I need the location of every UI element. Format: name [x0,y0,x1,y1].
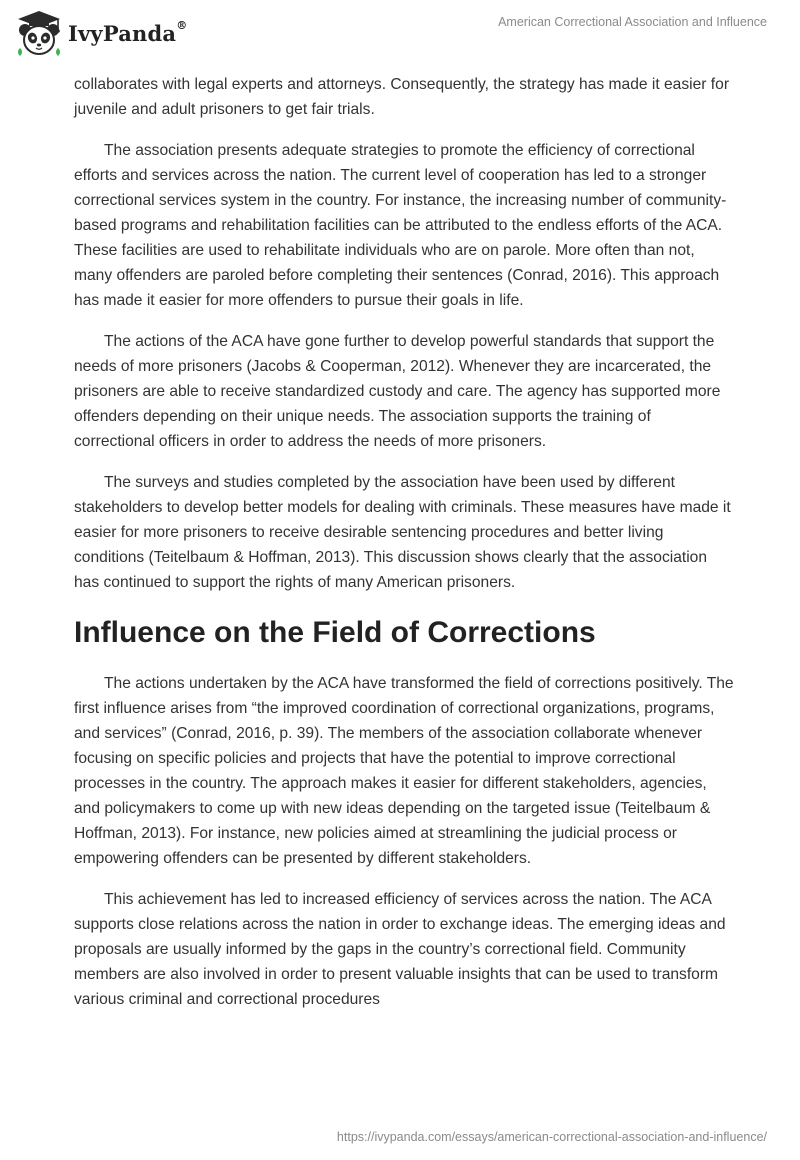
document-title: American Correctional Association and Influence [498,15,767,29]
paragraph: The actions undertaken by the ACA have transformed the field of corrections positively. The first influence arises from “the improved coordination of correctional organizations, programs, and services” (Conrad, 2016, p. 39). The members of the association collaborate whenever focusing on specific policies and projects that have the potential to improve correctional processes in the country. The approach makes it easier for different stakeholders, agencies, and policymakers to come up with new ideas depending on the targeted issue (Teitelbaum & Hoffman, 2013). For instance, new policies aimed at streamlining the judicial process or empowering offenders can be presented by different stakeholders. [74,675,734,867]
source-url[interactable]: https://ivypanda.com/essays/american-correctional-association-and-influence/ [336,1130,767,1144]
page-header [0,0,800,70]
panda-graduate-icon [14,8,64,58]
article-body [74,72,734,1028]
ivypanda-logo[interactable] [14,8,187,58]
paragraph: The association presents adequate strategies to promote the efficiency of correctional efforts and services across the nation. The current level of cooperation has led to a stronger correctional services system in the country. For instance, the increasing number of community-based programs and rehabilitation facilities can be attributed to the endless efforts of the ACA. These facilities are used to rehabilitate individuals who are on parole. More often than not, many offenders are paroled before completing their sentences (Conrad, 2016). This approach has made it easier for more offenders to pursue their goals in life. [74,142,727,309]
paragraph: The actions of the ACA have gone further to develop powerful standards that support the needs of more prisoners (Jacobs & Cooperman, 2012). Whenever they are incarcerated, the prisoners are able to receive standardized custody and care. The agency has supported more offenders depending on their unique needs. The association supports the training of correctional officers in order to address the needs of more prisoners. [74,333,721,450]
paragraph-continuation: collaborates with legal experts and attorneys. Consequently, the strategy has made it easier for juvenile and adult prisoners to get fair trials. [74,76,730,118]
brand-name: IvyPanda® [68,18,188,46]
registered-mark: ® [176,18,188,32]
paragraph: This achievement has led to increased efficiency of services across the nation. The ACA supports close relations across the nation in order to exchange ideas. The emerging ideas and proposals are usually informed by the gaps in the country’s correctional field. Community members are also involved in order to present valuable insights that can be used to transform various criminal and correctional procedures [74,891,726,1008]
section-heading: Influence on the Field of Corrections [74,616,596,649]
paragraph: The surveys and studies completed by the association have been used by different stakeholders to develop better models for dealing with criminals. These measures have made it easier for more prisoners to receive desirable sentencing procedures and better living conditions (Teitelbaum & Hoffman, 2013). This discussion shows clearly that the association has continued to support the rights of many American prisoners. [74,474,731,591]
